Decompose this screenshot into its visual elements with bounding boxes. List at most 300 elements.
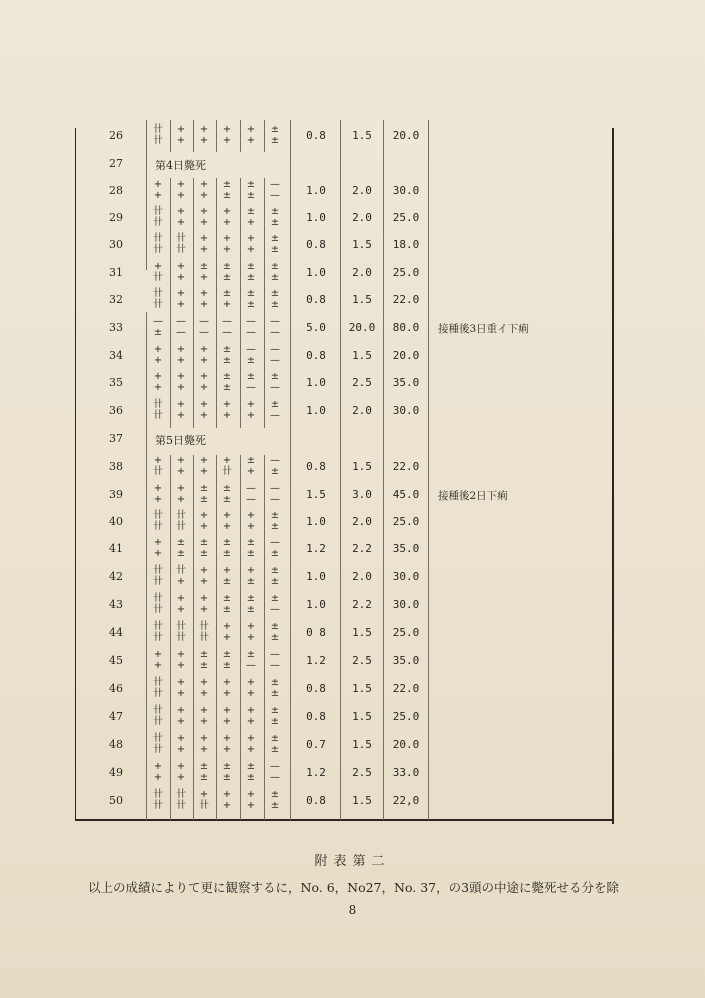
reaction-cell	[265, 511, 285, 533]
reaction-mark: 卄	[153, 800, 163, 811]
row-number: 27	[109, 157, 123, 170]
value-a: 0.8	[306, 794, 326, 807]
reaction-mark: +	[222, 217, 232, 228]
reaction-mark: +	[199, 355, 209, 366]
table-row	[0, 234, 705, 256]
reaction-cell	[217, 511, 237, 533]
reaction-cell	[148, 400, 168, 422]
reaction-mark: +	[222, 455, 232, 466]
reaction-mark: +	[176, 272, 186, 283]
reaction-mark: +	[176, 593, 186, 604]
reaction-cell	[217, 678, 237, 700]
reaction-cell	[217, 650, 237, 672]
reaction-cell	[148, 594, 168, 616]
reaction-mark: +	[222, 688, 232, 699]
reaction-mark: +	[246, 632, 256, 643]
reaction-mark: ±	[222, 537, 232, 548]
value-b: 2.2	[352, 542, 372, 555]
reaction-cell	[194, 289, 214, 311]
value-b: 2.0	[352, 515, 372, 528]
reaction-cell	[194, 734, 214, 756]
reaction-mark: ±	[270, 716, 280, 727]
reaction-cell	[265, 678, 285, 700]
value-c: 22.0	[392, 460, 420, 473]
value-a: 0.8	[306, 349, 326, 362]
reaction-mark: +	[153, 649, 163, 660]
reaction-cell	[241, 734, 261, 756]
reaction-mark: +	[176, 261, 186, 272]
reaction-cell	[217, 345, 237, 367]
reaction-cell	[171, 706, 191, 728]
value-a: 1.0	[306, 570, 326, 583]
reaction-mark: ±	[199, 261, 209, 272]
row-number: 37	[109, 432, 123, 445]
reaction-mark: ±	[270, 261, 280, 272]
value-c: 30.0	[392, 570, 420, 583]
reaction-mark: ±	[270, 272, 280, 283]
reaction-cell	[241, 372, 261, 394]
reaction-cell	[194, 372, 214, 394]
reaction-mark: +	[176, 399, 186, 410]
reaction-mark: ±	[246, 272, 256, 283]
reaction-cell	[171, 511, 191, 533]
reaction-cell	[217, 400, 237, 422]
reaction-mark: ±	[270, 217, 280, 228]
reaction-mark: ±	[270, 510, 280, 521]
reaction-mark: +	[246, 399, 256, 410]
reaction-cell	[194, 622, 214, 644]
reaction-cell	[241, 125, 261, 147]
value-b: 1.5	[352, 626, 372, 639]
reaction-mark: 卄	[153, 789, 163, 800]
value-a: 0.7	[306, 738, 326, 751]
value-c: 35.0	[392, 542, 420, 555]
reaction-cell	[265, 372, 285, 394]
table-row	[0, 734, 705, 756]
reaction-mark: 卄	[153, 632, 163, 643]
reaction-mark: 卄	[153, 466, 163, 477]
reaction-mark: +	[246, 621, 256, 632]
reaction-mark: 卄	[153, 565, 163, 576]
reaction-mark: 卄	[153, 244, 163, 255]
reaction-mark: 卄	[153, 716, 163, 727]
reaction-mark: —	[270, 179, 280, 190]
row-number: 40	[109, 515, 123, 528]
reaction-mark: +	[153, 483, 163, 494]
reaction-cell	[194, 538, 214, 560]
reaction-mark: —	[246, 660, 256, 671]
reaction-mark: ±	[199, 483, 209, 494]
reaction-mark: +	[199, 510, 209, 521]
reaction-mark: ±	[222, 660, 232, 671]
reaction-cell	[265, 538, 285, 560]
reaction-mark: +	[222, 565, 232, 576]
reaction-mark: +	[246, 800, 256, 811]
reaction-mark: ±	[176, 548, 186, 559]
reaction-cell	[265, 180, 285, 202]
reaction-mark: 卄	[153, 299, 163, 310]
value-c: 22,0	[392, 794, 420, 807]
reaction-cell	[241, 538, 261, 560]
value-b: 2.5	[352, 654, 372, 667]
value-b: 3.0	[352, 488, 372, 501]
reaction-mark: 卄	[153, 677, 163, 688]
value-b: 2.5	[352, 376, 372, 389]
reaction-mark: +	[199, 716, 209, 727]
reaction-mark: ±	[246, 537, 256, 548]
row-number: 26	[109, 129, 123, 142]
reaction-cell	[148, 511, 168, 533]
row-number: 32	[109, 293, 123, 306]
reaction-mark: ±	[222, 179, 232, 190]
reaction-mark: +	[176, 604, 186, 615]
reaction-mark: ±	[222, 382, 232, 393]
value-c: 18.0	[392, 238, 420, 251]
reaction-mark: ±	[222, 272, 232, 283]
reaction-mark: +	[246, 244, 256, 255]
reaction-cell	[148, 484, 168, 506]
reaction-mark: +	[176, 344, 186, 355]
value-a: 1.0	[306, 184, 326, 197]
reaction-cell	[217, 594, 237, 616]
reaction-mark: +	[153, 660, 163, 671]
reaction-mark: —	[270, 483, 280, 494]
table-row	[0, 317, 705, 339]
reaction-cell	[241, 511, 261, 533]
reaction-mark: +	[246, 565, 256, 576]
value-a: 0.8	[306, 682, 326, 695]
table-row	[0, 456, 705, 478]
reaction-mark: ±	[222, 548, 232, 559]
value-a: 1.5	[306, 488, 326, 501]
row-number: 44	[109, 626, 123, 639]
reaction-cell	[265, 400, 285, 422]
reaction-mark: +	[246, 466, 256, 477]
reaction-cell	[194, 234, 214, 256]
reaction-cell	[194, 790, 214, 812]
reaction-cell	[217, 762, 237, 784]
reaction-cell	[265, 345, 285, 367]
reaction-mark: 卄	[176, 521, 186, 532]
reaction-mark: ±	[270, 288, 280, 299]
reaction-mark: ±	[270, 124, 280, 135]
reaction-cell	[171, 125, 191, 147]
reaction-cell	[241, 262, 261, 284]
reaction-mark: ±	[246, 355, 256, 366]
reaction-mark: —	[270, 355, 280, 366]
reaction-mark: +	[199, 593, 209, 604]
value-c: 35.0	[392, 376, 420, 389]
reaction-cell	[171, 372, 191, 394]
reaction-cell	[148, 622, 168, 644]
reaction-mark: +	[176, 190, 186, 201]
reaction-mark: —	[199, 316, 209, 327]
value-c: 22.0	[392, 293, 420, 306]
reaction-mark: +	[246, 733, 256, 744]
value-b: 2.0	[352, 211, 372, 224]
reaction-mark: ±	[270, 705, 280, 716]
reaction-mark: +	[176, 744, 186, 755]
reaction-mark: —	[176, 327, 186, 338]
reaction-mark: ±	[270, 677, 280, 688]
value-a: 1.0	[306, 266, 326, 279]
reaction-cell	[148, 262, 168, 284]
reaction-mark: ±	[246, 299, 256, 310]
reaction-cell	[148, 566, 168, 588]
row-number: 45	[109, 654, 123, 667]
value-a: 1.0	[306, 376, 326, 389]
row-number: 47	[109, 710, 123, 723]
reaction-mark: +	[222, 632, 232, 643]
reaction-cell	[217, 566, 237, 588]
reaction-mark: +	[199, 466, 209, 477]
reaction-mark: ±	[270, 135, 280, 146]
reaction-cell	[148, 706, 168, 728]
reaction-mark: +	[176, 761, 186, 772]
reaction-mark: +	[199, 399, 209, 410]
reaction-mark: ±	[270, 789, 280, 800]
row-number: 30	[109, 238, 123, 251]
value-a: 1.2	[306, 542, 326, 555]
value-b: 1.5	[352, 238, 372, 251]
reaction-cell	[171, 456, 191, 478]
reaction-cell	[217, 622, 237, 644]
reaction-mark: +	[246, 677, 256, 688]
value-a: 1.0	[306, 598, 326, 611]
reaction-mark: 卄	[153, 688, 163, 699]
reaction-cell	[241, 762, 261, 784]
reaction-mark: +	[199, 344, 209, 355]
reaction-mark: —	[153, 316, 163, 327]
reaction-mark: —	[270, 455, 280, 466]
reaction-mark: ±	[199, 660, 209, 671]
value-b: 1.5	[352, 682, 372, 695]
reaction-mark: +	[222, 410, 232, 421]
reaction-cell	[194, 345, 214, 367]
reaction-mark: ±	[246, 179, 256, 190]
value-c: 25.0	[392, 266, 420, 279]
reaction-mark: —	[270, 604, 280, 615]
reaction-cell	[171, 484, 191, 506]
table-row	[0, 345, 705, 367]
reaction-cell	[194, 762, 214, 784]
reaction-mark: ±	[199, 548, 209, 559]
value-b: 1.5	[352, 710, 372, 723]
reaction-mark: +	[199, 789, 209, 800]
reaction-mark: +	[153, 371, 163, 382]
row-number: 29	[109, 211, 123, 224]
reaction-mark: ±	[246, 604, 256, 615]
reaction-mark: ±	[270, 299, 280, 310]
reaction-mark: ±	[222, 576, 232, 587]
reaction-mark: ±	[222, 261, 232, 272]
reaction-cell	[194, 650, 214, 672]
reaction-mark: +	[199, 677, 209, 688]
reaction-mark: +	[176, 649, 186, 660]
reaction-cell	[171, 594, 191, 616]
reaction-mark: +	[222, 206, 232, 217]
reaction-mark: 卄	[153, 135, 163, 146]
reaction-cell	[241, 484, 261, 506]
reaction-cell	[265, 566, 285, 588]
reaction-cell	[265, 734, 285, 756]
remark: 接種後3日重イ下痢	[438, 323, 529, 335]
reaction-mark: +	[176, 206, 186, 217]
reaction-cell	[217, 180, 237, 202]
reaction-mark: +	[222, 124, 232, 135]
reaction-mark: +	[176, 494, 186, 505]
reaction-mark: —	[270, 649, 280, 660]
reaction-mark: +	[199, 521, 209, 532]
row-number: 43	[109, 598, 123, 611]
reaction-mark: ±	[270, 632, 280, 643]
reaction-cell	[241, 650, 261, 672]
reaction-cell	[171, 622, 191, 644]
reaction-mark: ±	[222, 649, 232, 660]
reaction-cell	[241, 234, 261, 256]
reaction-mark: 卄	[199, 621, 209, 632]
row-number: 35	[109, 376, 123, 389]
reaction-mark: —	[270, 190, 280, 201]
reaction-cell	[241, 706, 261, 728]
reaction-mark: 卄	[153, 621, 163, 632]
table-row	[0, 180, 705, 202]
reaction-mark: ±	[270, 621, 280, 632]
reaction-mark: ±	[270, 733, 280, 744]
reaction-mark: +	[246, 135, 256, 146]
reaction-mark: 卄	[153, 576, 163, 587]
reaction-mark: +	[222, 789, 232, 800]
reaction-mark: 卄	[176, 510, 186, 521]
reaction-mark: ±	[199, 772, 209, 783]
reaction-mark: 卄	[153, 705, 163, 716]
reaction-mark: 卄	[153, 272, 163, 283]
value-c: 20.0	[392, 349, 420, 362]
reaction-mark: —	[270, 660, 280, 671]
row-number: 39	[109, 488, 123, 501]
reaction-mark: +	[246, 510, 256, 521]
reaction-mark: ±	[246, 206, 256, 217]
reaction-mark: +	[246, 789, 256, 800]
reaction-mark: +	[222, 744, 232, 755]
reaction-cell	[171, 234, 191, 256]
reaction-mark: 卄	[153, 399, 163, 410]
reaction-cell	[265, 484, 285, 506]
value-a: 5.0	[306, 321, 326, 334]
reaction-mark: +	[199, 371, 209, 382]
reaction-cell	[241, 180, 261, 202]
reaction-mark: —	[270, 772, 280, 783]
reaction-mark: +	[199, 705, 209, 716]
reaction-cell	[171, 180, 191, 202]
reaction-mark: ±	[270, 244, 280, 255]
table-row	[0, 372, 705, 394]
reaction-mark: 卄	[153, 593, 163, 604]
reaction-mark: —	[270, 410, 280, 421]
row-number: 36	[109, 404, 123, 417]
reaction-mark: +	[176, 772, 186, 783]
reaction-mark: —	[222, 327, 232, 338]
reaction-cell	[148, 678, 168, 700]
reaction-mark: +	[176, 124, 186, 135]
value-b: 2.5	[352, 766, 372, 779]
row-number: 46	[109, 682, 123, 695]
reaction-mark: ±	[222, 593, 232, 604]
reaction-mark: +	[246, 124, 256, 135]
reaction-mark: ±	[270, 548, 280, 559]
reaction-mark: +	[199, 565, 209, 576]
reaction-cell	[148, 345, 168, 367]
reaction-cell	[194, 706, 214, 728]
reaction-mark: —	[246, 382, 256, 393]
death-note: 第4日斃死	[155, 159, 206, 172]
reaction-mark: —	[270, 537, 280, 548]
reaction-cell	[148, 125, 168, 147]
reaction-cell	[171, 790, 191, 812]
reaction-mark: ±	[222, 772, 232, 783]
reaction-mark: +	[153, 548, 163, 559]
reaction-mark: ±	[222, 483, 232, 494]
reaction-mark: 卄	[153, 733, 163, 744]
reaction-mark: +	[176, 410, 186, 421]
death-note: 第5日斃死	[155, 434, 206, 447]
reaction-mark: +	[246, 521, 256, 532]
reaction-mark: +	[153, 537, 163, 548]
reaction-cell	[194, 594, 214, 616]
reaction-mark: +	[199, 217, 209, 228]
value-c: 25.0	[392, 515, 420, 528]
table-row	[0, 207, 705, 229]
reaction-mark: +	[176, 688, 186, 699]
reaction-mark: +	[176, 483, 186, 494]
reaction-cell	[148, 207, 168, 229]
reaction-cell	[171, 762, 191, 784]
reaction-mark: +	[199, 206, 209, 217]
value-c: 80.0	[392, 321, 420, 334]
value-b: 1.5	[352, 293, 372, 306]
reaction-mark: 卄	[153, 217, 163, 228]
table-row	[0, 511, 705, 533]
reaction-mark: +	[176, 288, 186, 299]
reaction-mark: —	[176, 316, 186, 327]
reaction-cell	[148, 762, 168, 784]
value-a: 1.0	[306, 211, 326, 224]
reaction-mark: ±	[270, 565, 280, 576]
table-row	[0, 622, 705, 644]
table-row	[0, 650, 705, 672]
reaction-mark: +	[222, 716, 232, 727]
value-c: 25.0	[392, 710, 420, 723]
table-row	[0, 153, 705, 175]
reaction-cell	[265, 289, 285, 311]
reaction-mark: +	[153, 190, 163, 201]
row-number: 49	[109, 766, 123, 779]
reaction-mark: ±	[199, 649, 209, 660]
reaction-cell	[171, 207, 191, 229]
reaction-mark: 卄	[153, 233, 163, 244]
value-b: 1.5	[352, 738, 372, 751]
table-row	[0, 790, 705, 812]
reaction-mark: +	[222, 800, 232, 811]
reaction-mark: ±	[246, 455, 256, 466]
reaction-mark: +	[176, 217, 186, 228]
reaction-mark: ±	[153, 327, 163, 338]
reaction-mark: +	[246, 716, 256, 727]
value-a: 1.0	[306, 515, 326, 528]
value-b: 20.0	[348, 321, 376, 334]
reaction-cell	[265, 650, 285, 672]
table-row	[0, 678, 705, 700]
